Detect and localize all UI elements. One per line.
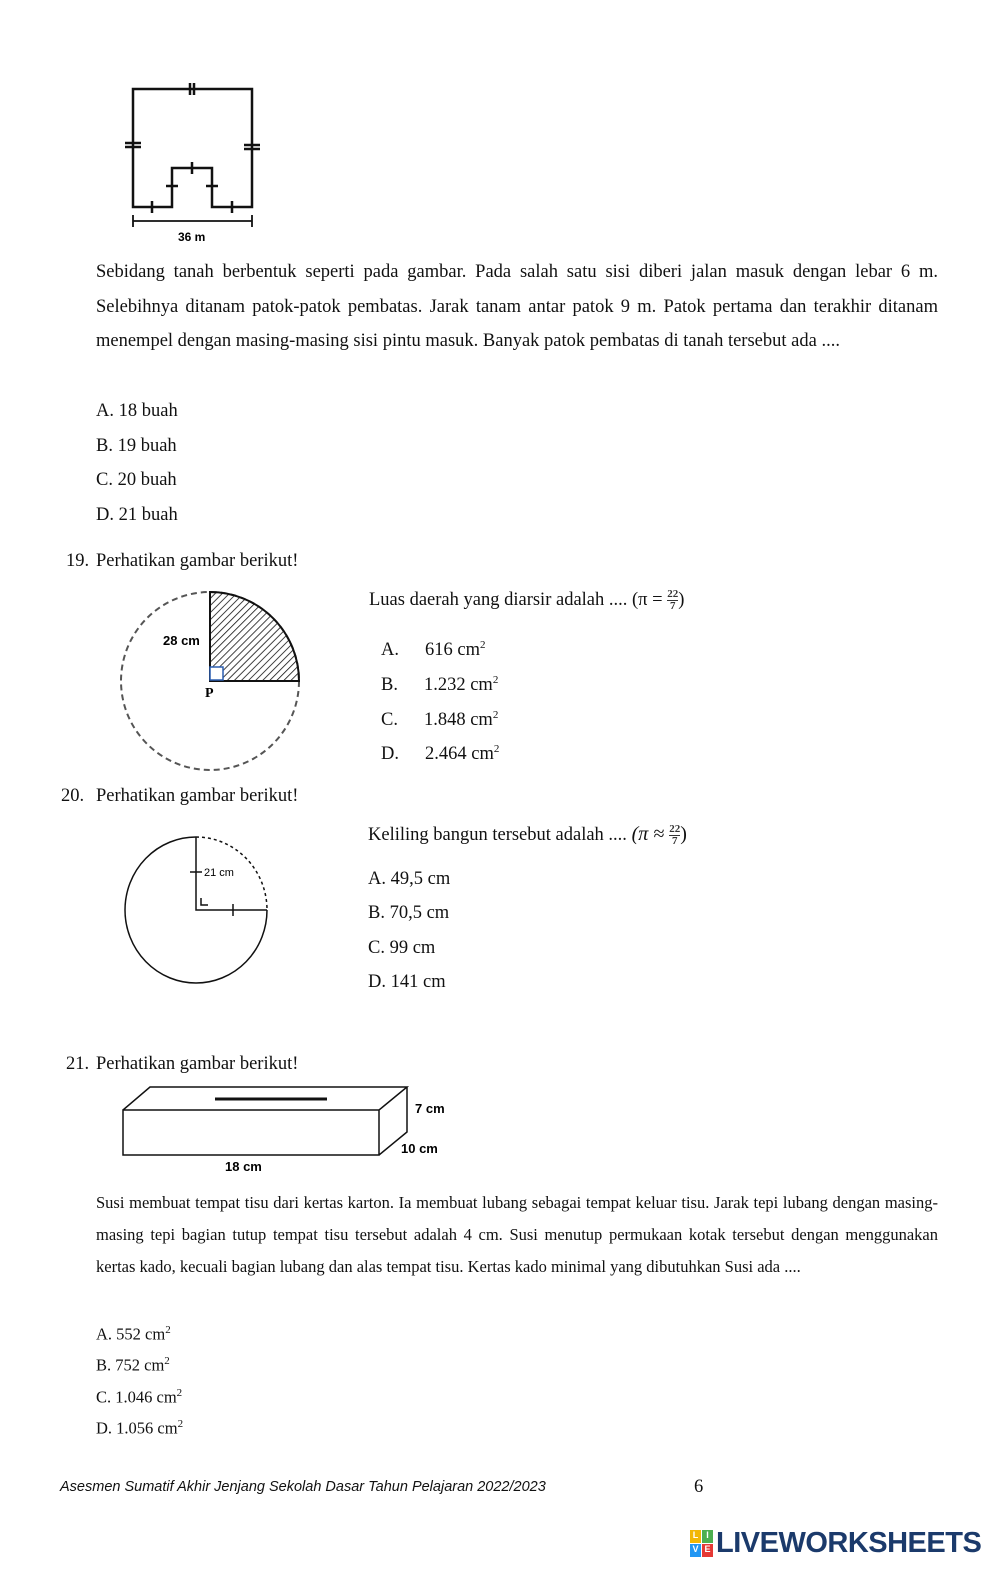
- q18-option-a[interactable]: A. 18 buah: [96, 401, 178, 421]
- land-shape-figure: [110, 75, 280, 250]
- option-value: 2.464 cm: [425, 744, 494, 765]
- q19-option-c[interactable]: [381, 704, 498, 731]
- radius-label: 28 cm: [163, 633, 200, 648]
- option-letter: C.: [381, 710, 398, 731]
- q18-option-b[interactable]: B. 19 buah: [96, 436, 177, 456]
- q19-prompt: Perhatikan gambar berikut!: [96, 551, 299, 571]
- q19-question: [369, 589, 684, 612]
- option-value: C. 1.046 cm: [96, 1387, 177, 1407]
- option-letter: A.: [381, 640, 399, 661]
- q21-option-d[interactable]: [96, 1414, 183, 1439]
- close-paren: ): [678, 590, 685, 610]
- logo-letter: I: [702, 1530, 713, 1543]
- figure-width-label: 36 m: [178, 230, 206, 244]
- pi-prefix: (π ≈: [631, 823, 670, 845]
- q20-option-c[interactable]: C. 99 cm: [368, 938, 436, 958]
- three-quarter-circle-figure: [120, 830, 280, 990]
- radius-label: 21 cm: [204, 867, 234, 879]
- option-sup: 2: [164, 1355, 170, 1367]
- center-point-label: P: [205, 686, 214, 701]
- height-label: 7 cm: [415, 1101, 445, 1116]
- close-paren: ): [680, 823, 687, 845]
- q21-prompt: Perhatikan gambar berikut!: [96, 1054, 299, 1074]
- option-sup: 2: [177, 1418, 184, 1430]
- logo-letter: E: [702, 1544, 713, 1557]
- q21-text: Susi membuat tempat tisu dari kertas karton. Ia membuat lubang sebagai tempat keluar tisu. Jarak tepi lubang dengan masing-masing tepi bagian tutup tempat tisu tersebut adalah 4 cm. Susi menutup permukaan kotak tersebut dengan menggunakan kertas kado, kecuali bagian lubang dan alas tempat tisu. Kertas kado minimal yang dibutuhkan Susi ada ....: [96, 1193, 938, 1276]
- option-sup: 2: [492, 674, 499, 686]
- option-value: A. 552 cm: [96, 1324, 166, 1344]
- option-value: 616 cm: [425, 640, 480, 661]
- length-label: 18 cm: [225, 1159, 262, 1174]
- pi-denominator: 7: [669, 600, 676, 613]
- option-letter: D.: [381, 744, 399, 765]
- tissue-box-figure: [115, 1080, 475, 1175]
- option-value: 1.232 cm: [423, 675, 493, 696]
- option-letter: B.: [381, 675, 398, 696]
- pi-denominator: 7: [671, 835, 678, 848]
- logo-letter: V: [690, 1544, 701, 1557]
- quarter-circle-figure: [110, 585, 310, 775]
- pi-fraction: [667, 589, 678, 612]
- q20-prompt: Perhatikan gambar berikut!: [96, 786, 299, 806]
- option-value: B. 752 cm: [96, 1355, 165, 1375]
- q20-number: 20.: [61, 786, 85, 806]
- width-label: 10 cm: [401, 1141, 438, 1156]
- q21-option-c[interactable]: [96, 1383, 182, 1408]
- q20-option-b[interactable]: B. 70,5 cm: [368, 903, 450, 923]
- q19-option-a[interactable]: [381, 634, 485, 661]
- q19-number: 19.: [66, 551, 90, 571]
- option-value: D. 1.056 cm: [96, 1418, 178, 1438]
- option-sup: 2: [492, 709, 499, 721]
- option-sup: 2: [493, 743, 500, 755]
- q20-question-text: Keliling bangun tersebut adalah ....: [368, 825, 632, 845]
- option-sup: 2: [176, 1387, 183, 1399]
- logo-text: LIVEWORKSHEETS: [716, 1527, 982, 1559]
- footer-title: Asesmen Sumatif Akhir Jenjang Sekolah Dasar Tahun Pelajaran 2022/2023: [60, 1479, 546, 1495]
- pi-numerator: 22: [669, 823, 681, 836]
- pi-numerator: 22: [667, 588, 679, 601]
- q20-option-a[interactable]: A. 49,5 cm: [368, 869, 451, 889]
- q19-option-d[interactable]: [381, 738, 499, 765]
- q18-option-d[interactable]: D. 21 buah: [96, 505, 178, 525]
- q18-text: Sebidang tanah berbentuk seperti pada gambar. Pada salah satu sisi diberi jalan masuk dengan lebar 6 m. Selebihnya ditanam patok-patok pembatas. Jarak tanam antar patok 9 m. Patok pertama dan terakhir ditanam menempel dengan masing-masing sisi pintu masuk. Banyak patok pembatas di tanah tersebut ada ....: [96, 262, 938, 352]
- pi-fraction: [669, 824, 680, 847]
- logo-icon: [690, 1530, 713, 1557]
- q21-option-a[interactable]: [96, 1320, 171, 1345]
- q20-question: [368, 823, 687, 847]
- option-sup: 2: [165, 1324, 171, 1336]
- option-sup: 2: [479, 639, 486, 651]
- logo-letter: L: [690, 1530, 701, 1543]
- liveworksheets-logo[interactable]: [690, 1527, 981, 1560]
- q20-option-d[interactable]: D. 141 cm: [368, 972, 446, 992]
- q18-option-c[interactable]: C. 20 buah: [96, 470, 177, 490]
- page-number: 6: [694, 1477, 704, 1497]
- q19-question-text: Luas daerah yang diarsir adalah .... (π =: [369, 590, 668, 610]
- q19-option-b[interactable]: [381, 669, 498, 696]
- option-value: 1.848 cm: [423, 710, 493, 731]
- q21-option-b[interactable]: [96, 1351, 170, 1376]
- q21-number: 21.: [66, 1054, 90, 1074]
